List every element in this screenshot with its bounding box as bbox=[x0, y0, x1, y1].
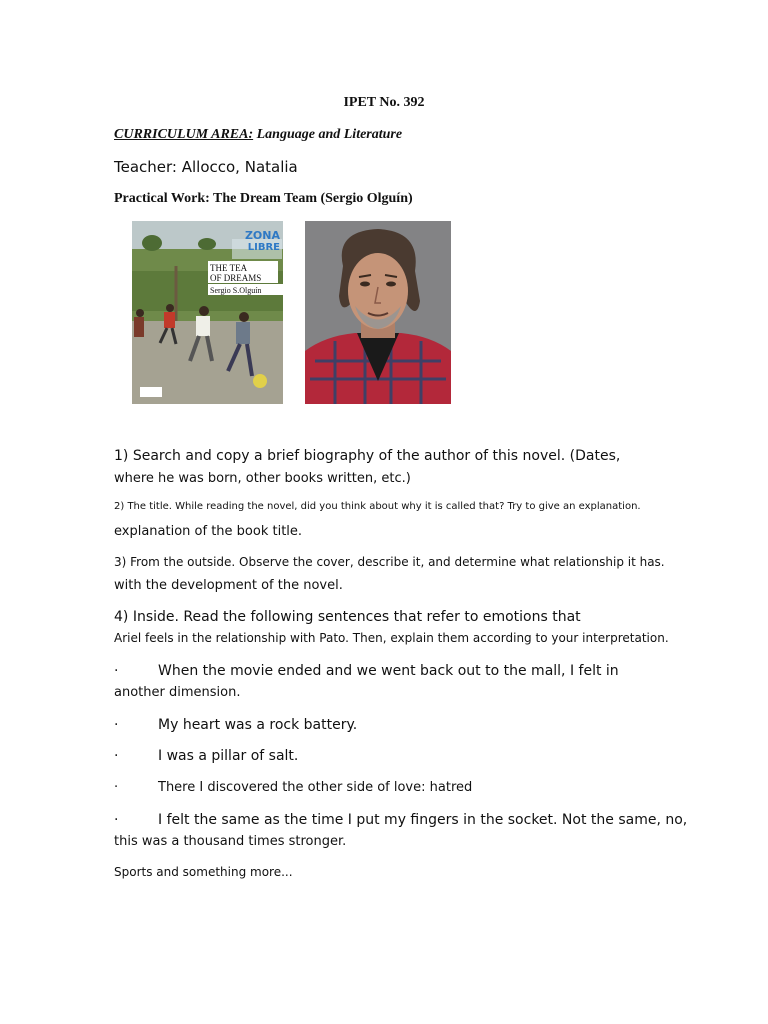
bullet-marker: · bbox=[114, 812, 119, 828]
question-1-line-1: 1) Search and copy a brief biography of the author of this novel. (Dates, bbox=[114, 448, 621, 464]
cover-publisher-line1: ZONA bbox=[244, 229, 280, 242]
teacher-name: Teacher: Allocco, Natalia bbox=[114, 158, 298, 176]
bullet-marker: · bbox=[114, 717, 119, 733]
curriculum-area bbox=[114, 127, 402, 143]
cover-title-line2: OF DREAMS bbox=[210, 273, 262, 283]
cover-title-line1: THE TEA bbox=[210, 263, 248, 273]
bullet-marker: · bbox=[114, 780, 119, 795]
cover-publisher-line2: LIBRE bbox=[247, 242, 280, 253]
curriculum-label: CURRICULUM AREA: bbox=[114, 127, 254, 142]
cover-author: Sergio S.Olguín bbox=[210, 286, 262, 295]
bullet-5-continuation: this was a thousand times stronger. bbox=[114, 834, 347, 849]
bullet-4-text: There I discovered the other side of love: hatred bbox=[158, 780, 473, 795]
document-title: IPET No. 392 bbox=[343, 95, 425, 110]
question-2-line-1: 2) The title. While reading the novel, did you think about why it is called that? Try to give an explanation. bbox=[114, 501, 641, 512]
question-4-line-2: Ariel feels in the relationship with Pato. Then, explain them according to your interpretation. bbox=[114, 631, 669, 645]
question-4-line-1: 4) Inside. Read the following sentences that refer to emotions that bbox=[114, 609, 581, 625]
bullet-1-continuation: another dimension. bbox=[114, 685, 241, 700]
book-cover-image bbox=[132, 221, 283, 404]
question-2-line-2: explanation of the book title. bbox=[114, 524, 303, 539]
bullet-5-text: I felt the same as the time I put my fingers in the socket. Not the same, no, bbox=[158, 812, 688, 828]
question-3-line-2: with the development of the novel. bbox=[114, 578, 343, 593]
bullet-3-text: I was a pillar of salt. bbox=[158, 748, 299, 764]
bullet-marker: · bbox=[114, 663, 119, 679]
bullet-1-text: When the movie ended and we went back out to the mall, I felt in bbox=[158, 663, 619, 679]
curriculum-value: Language and Literature bbox=[253, 127, 403, 142]
footer-text: Sports and something more... bbox=[114, 865, 293, 879]
bullet-2-text: My heart was a rock battery. bbox=[158, 717, 358, 733]
author-portrait-image bbox=[305, 221, 451, 404]
practical-work-title: Practical Work: The Dream Team (Sergio Olguín) bbox=[114, 191, 413, 206]
question-1-line-2: where he was born, other books written, etc.) bbox=[114, 471, 411, 486]
question-3-line-1: 3) From the outside. Observe the cover, describe it, and determine what relationship it has. bbox=[114, 555, 665, 569]
bullet-marker: · bbox=[114, 748, 119, 764]
